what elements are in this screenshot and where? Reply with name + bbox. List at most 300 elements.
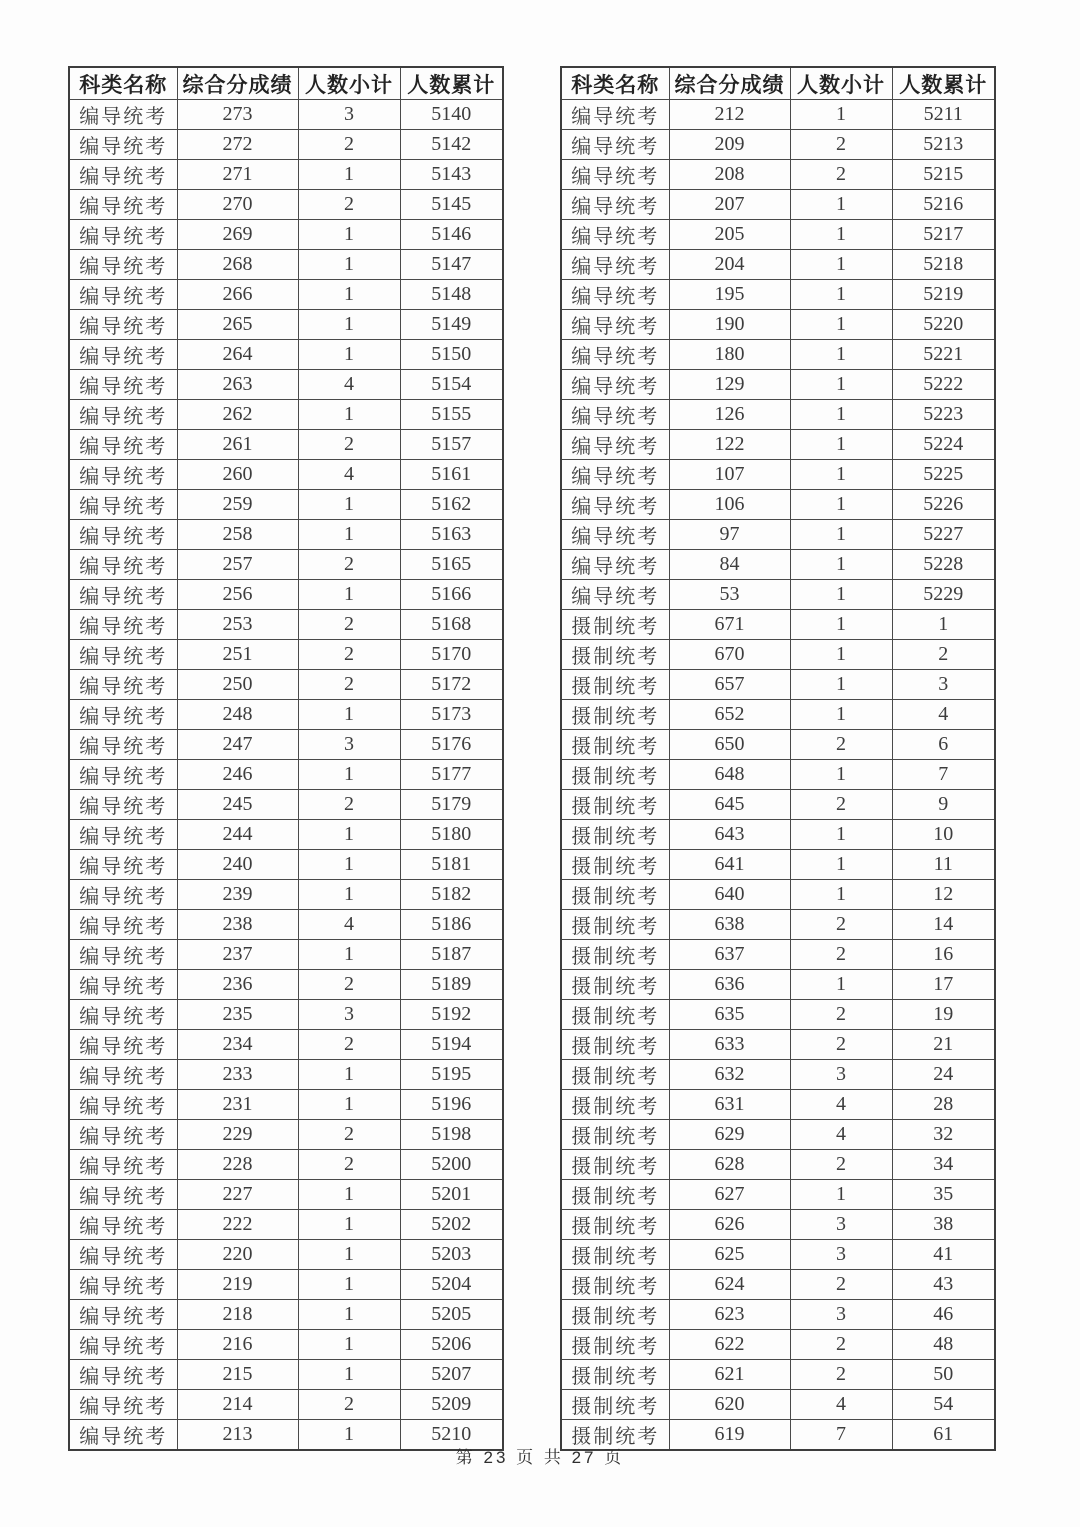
table-row — [69, 430, 503, 460]
score-cell: 262 — [177, 400, 298, 430]
score-cell: 214 — [177, 1390, 298, 1420]
subtotal-cell: 1 — [790, 460, 892, 490]
subtotal-cell: 2 — [298, 130, 400, 160]
subtotal-cell: 1 — [298, 340, 400, 370]
category-cell: 摄制统考 — [561, 1120, 669, 1150]
subtotal-cell: 4 — [790, 1390, 892, 1420]
score-cell: 271 — [177, 160, 298, 190]
score-cell: 107 — [669, 460, 790, 490]
cumulative-cell: 5228 — [892, 550, 995, 580]
column-header: 人数累计 — [400, 67, 503, 100]
cumulative-cell: 48 — [892, 1330, 995, 1360]
score-cell: 250 — [177, 670, 298, 700]
score-cell: 257 — [177, 550, 298, 580]
cumulative-cell: 5216 — [892, 190, 995, 220]
table-row — [69, 100, 503, 130]
score-cell: 238 — [177, 910, 298, 940]
table-row — [561, 490, 995, 520]
subtotal-cell: 1 — [298, 250, 400, 280]
subtotal-cell: 4 — [298, 910, 400, 940]
cumulative-cell: 5149 — [400, 310, 503, 340]
cumulative-cell: 17 — [892, 970, 995, 1000]
table-row — [69, 1180, 503, 1210]
category-cell: 编导统考 — [561, 160, 669, 190]
category-cell: 摄制统考 — [561, 820, 669, 850]
cumulative-cell: 6 — [892, 730, 995, 760]
subtotal-cell: 3 — [790, 1210, 892, 1240]
column-header: 人数累计 — [892, 67, 995, 100]
category-cell: 编导统考 — [561, 250, 669, 280]
category-cell: 编导统考 — [69, 1210, 177, 1240]
score-cell: 269 — [177, 220, 298, 250]
score-cell: 671 — [669, 610, 790, 640]
subtotal-cell: 1 — [298, 520, 400, 550]
table-row — [69, 820, 503, 850]
table-row — [69, 940, 503, 970]
category-cell: 编导统考 — [69, 760, 177, 790]
cumulative-cell: 5205 — [400, 1300, 503, 1330]
table-row — [561, 1090, 995, 1120]
subtotal-cell: 1 — [790, 970, 892, 1000]
category-cell: 编导统考 — [69, 790, 177, 820]
cumulative-cell: 46 — [892, 1300, 995, 1330]
subtotal-cell: 3 — [790, 1060, 892, 1090]
cumulative-cell: 38 — [892, 1210, 995, 1240]
table-row — [69, 1390, 503, 1420]
table-row — [69, 1300, 503, 1330]
subtotal-cell: 1 — [298, 490, 400, 520]
category-cell: 编导统考 — [69, 250, 177, 280]
score-cell: 234 — [177, 1030, 298, 1060]
table-row — [561, 610, 995, 640]
subtotal-cell: 1 — [790, 610, 892, 640]
category-cell: 编导统考 — [561, 490, 669, 520]
table-row — [69, 760, 503, 790]
score-cell: 190 — [669, 310, 790, 340]
cumulative-cell: 5172 — [400, 670, 503, 700]
score-cell: 256 — [177, 580, 298, 610]
table-row — [561, 1330, 995, 1360]
category-cell: 编导统考 — [69, 160, 177, 190]
table-row — [561, 1270, 995, 1300]
cumulative-cell: 5227 — [892, 520, 995, 550]
subtotal-cell: 4 — [790, 1120, 892, 1150]
subtotal-cell: 3 — [298, 730, 400, 760]
score-cell: 620 — [669, 1390, 790, 1420]
score-cell: 263 — [177, 370, 298, 400]
cumulative-cell: 5150 — [400, 340, 503, 370]
category-cell: 摄制统考 — [561, 730, 669, 760]
subtotal-cell: 1 — [298, 850, 400, 880]
score-cell: 652 — [669, 700, 790, 730]
cumulative-cell: 5142 — [400, 130, 503, 160]
cumulative-cell: 5220 — [892, 310, 995, 340]
cumulative-cell: 5165 — [400, 550, 503, 580]
subtotal-cell: 1 — [298, 1090, 400, 1120]
score-cell: 216 — [177, 1330, 298, 1360]
cumulative-cell: 5200 — [400, 1150, 503, 1180]
subtotal-cell: 3 — [298, 100, 400, 130]
column-header: 综合分成绩 — [177, 67, 298, 100]
score-cell: 628 — [669, 1150, 790, 1180]
cumulative-cell: 28 — [892, 1090, 995, 1120]
score-cell: 97 — [669, 520, 790, 550]
cumulative-cell: 35 — [892, 1180, 995, 1210]
category-cell: 编导统考 — [69, 880, 177, 910]
table-row — [561, 190, 995, 220]
category-cell: 摄制统考 — [561, 910, 669, 940]
category-cell: 编导统考 — [561, 370, 669, 400]
score-cell: 640 — [669, 880, 790, 910]
subtotal-cell: 4 — [298, 370, 400, 400]
category-cell: 摄制统考 — [561, 790, 669, 820]
score-cell: 635 — [669, 1000, 790, 1030]
subtotal-cell: 1 — [298, 220, 400, 250]
score-cell: 261 — [177, 430, 298, 460]
category-cell: 编导统考 — [69, 1060, 177, 1090]
category-cell: 编导统考 — [69, 1300, 177, 1330]
score-cell: 650 — [669, 730, 790, 760]
cumulative-cell: 32 — [892, 1120, 995, 1150]
score-cell: 233 — [177, 1060, 298, 1090]
cumulative-cell: 19 — [892, 1000, 995, 1030]
subtotal-cell: 1 — [298, 400, 400, 430]
table-row — [561, 1300, 995, 1330]
cumulative-cell: 5166 — [400, 580, 503, 610]
score-cell: 246 — [177, 760, 298, 790]
table-row — [561, 1000, 995, 1030]
score-cell: 228 — [177, 1150, 298, 1180]
subtotal-cell: 1 — [298, 1330, 400, 1360]
subtotal-cell: 3 — [790, 1300, 892, 1330]
category-cell: 编导统考 — [561, 430, 669, 460]
table-row — [561, 100, 995, 130]
category-cell: 编导统考 — [69, 310, 177, 340]
table-row — [69, 400, 503, 430]
table-row — [69, 1090, 503, 1120]
cumulative-cell: 5145 — [400, 190, 503, 220]
table-row — [561, 160, 995, 190]
category-cell: 摄制统考 — [561, 1090, 669, 1120]
score-cell: 641 — [669, 850, 790, 880]
cumulative-cell: 5163 — [400, 520, 503, 550]
subtotal-cell: 1 — [298, 280, 400, 310]
category-cell: 编导统考 — [69, 490, 177, 520]
subtotal-cell: 1 — [790, 490, 892, 520]
cumulative-cell: 5223 — [892, 400, 995, 430]
column-header: 人数小计 — [790, 67, 892, 100]
category-cell: 编导统考 — [561, 340, 669, 370]
cumulative-cell: 5195 — [400, 1060, 503, 1090]
score-cell: 222 — [177, 1210, 298, 1240]
cumulative-cell: 5170 — [400, 640, 503, 670]
category-cell: 摄制统考 — [561, 1210, 669, 1240]
table-row — [561, 1360, 995, 1390]
table-row — [69, 460, 503, 490]
category-cell: 编导统考 — [561, 310, 669, 340]
table-row — [69, 1240, 503, 1270]
score-cell: 236 — [177, 970, 298, 1000]
subtotal-cell: 4 — [298, 460, 400, 490]
subtotal-cell: 2 — [298, 610, 400, 640]
category-cell: 摄制统考 — [561, 1390, 669, 1420]
category-cell: 编导统考 — [69, 280, 177, 310]
category-cell: 编导统考 — [69, 670, 177, 700]
cumulative-cell: 5217 — [892, 220, 995, 250]
table-row — [69, 490, 503, 520]
subtotal-cell: 1 — [790, 580, 892, 610]
score-cell: 207 — [669, 190, 790, 220]
score-cell: 209 — [669, 130, 790, 160]
subtotal-cell: 1 — [790, 100, 892, 130]
score-cell: 253 — [177, 610, 298, 640]
table-row — [561, 370, 995, 400]
cumulative-cell: 12 — [892, 880, 995, 910]
category-cell: 编导统考 — [69, 520, 177, 550]
category-cell: 编导统考 — [69, 1000, 177, 1030]
table-row — [69, 730, 503, 760]
cumulative-cell: 1 — [892, 610, 995, 640]
cumulative-cell: 5201 — [400, 1180, 503, 1210]
subtotal-cell: 3 — [790, 1240, 892, 1270]
cumulative-cell: 5146 — [400, 220, 503, 250]
cumulative-cell: 5154 — [400, 370, 503, 400]
cumulative-cell: 5180 — [400, 820, 503, 850]
subtotal-cell: 2 — [790, 910, 892, 940]
category-cell: 摄制统考 — [561, 1420, 669, 1451]
table-row — [69, 580, 503, 610]
score-cell: 53 — [669, 580, 790, 610]
table-row — [561, 460, 995, 490]
cumulative-cell: 5203 — [400, 1240, 503, 1270]
score-cell: 235 — [177, 1000, 298, 1030]
score-cell: 638 — [669, 910, 790, 940]
subtotal-cell: 2 — [790, 1030, 892, 1060]
category-cell: 摄制统考 — [561, 700, 669, 730]
subtotal-cell: 2 — [790, 1330, 892, 1360]
score-cell: 245 — [177, 790, 298, 820]
cumulative-cell: 5198 — [400, 1120, 503, 1150]
category-cell: 编导统考 — [69, 1240, 177, 1270]
subtotal-cell: 2 — [790, 1150, 892, 1180]
table-row — [561, 640, 995, 670]
subtotal-cell: 1 — [790, 340, 892, 370]
subtotal-cell: 2 — [298, 430, 400, 460]
category-cell: 编导统考 — [69, 730, 177, 760]
category-cell: 编导统考 — [561, 520, 669, 550]
score-cell: 270 — [177, 190, 298, 220]
cumulative-cell: 50 — [892, 1360, 995, 1390]
table-row — [69, 520, 503, 550]
category-cell: 编导统考 — [69, 1090, 177, 1120]
subtotal-cell: 1 — [790, 370, 892, 400]
table-row — [561, 400, 995, 430]
cumulative-cell: 5210 — [400, 1420, 503, 1451]
score-cell: 213 — [177, 1420, 298, 1451]
category-cell: 编导统考 — [69, 1270, 177, 1300]
subtotal-cell: 1 — [298, 1210, 400, 1240]
score-cell: 623 — [669, 1300, 790, 1330]
score-cell: 260 — [177, 460, 298, 490]
category-cell: 编导统考 — [69, 1390, 177, 1420]
subtotal-cell: 1 — [298, 1240, 400, 1270]
subtotal-cell: 1 — [790, 700, 892, 730]
score-cell: 619 — [669, 1420, 790, 1451]
cumulative-cell: 5147 — [400, 250, 503, 280]
score-table-left — [68, 66, 504, 1451]
score-cell: 84 — [669, 550, 790, 580]
table-row — [69, 1000, 503, 1030]
subtotal-cell: 2 — [790, 160, 892, 190]
subtotal-cell: 1 — [790, 280, 892, 310]
cumulative-cell: 5189 — [400, 970, 503, 1000]
category-cell: 摄制统考 — [561, 880, 669, 910]
category-cell: 编导统考 — [69, 970, 177, 1000]
table-row — [561, 1180, 995, 1210]
table-row — [69, 160, 503, 190]
table-row — [69, 700, 503, 730]
score-cell: 237 — [177, 940, 298, 970]
cumulative-cell: 5194 — [400, 1030, 503, 1060]
subtotal-cell: 1 — [298, 880, 400, 910]
score-cell: 273 — [177, 100, 298, 130]
cumulative-cell: 5162 — [400, 490, 503, 520]
table-row — [561, 550, 995, 580]
table-row — [561, 790, 995, 820]
table-row — [69, 1330, 503, 1360]
score-cell: 219 — [177, 1270, 298, 1300]
subtotal-cell: 1 — [298, 820, 400, 850]
score-cell: 264 — [177, 340, 298, 370]
table-row — [69, 1150, 503, 1180]
score-cell: 265 — [177, 310, 298, 340]
cumulative-cell: 5207 — [400, 1360, 503, 1390]
subtotal-cell: 7 — [790, 1420, 892, 1451]
subtotal-cell: 2 — [790, 1360, 892, 1390]
subtotal-cell: 1 — [298, 760, 400, 790]
score-cell: 220 — [177, 1240, 298, 1270]
subtotal-cell: 1 — [790, 1180, 892, 1210]
table-row — [69, 880, 503, 910]
category-cell: 摄制统考 — [561, 1000, 669, 1030]
category-cell: 编导统考 — [69, 190, 177, 220]
table-row — [69, 910, 503, 940]
score-cell: 251 — [177, 640, 298, 670]
score-cell: 272 — [177, 130, 298, 160]
category-cell: 编导统考 — [561, 100, 669, 130]
score-cell: 239 — [177, 880, 298, 910]
table-row — [69, 850, 503, 880]
subtotal-cell: 2 — [298, 970, 400, 1000]
table-row — [69, 970, 503, 1000]
subtotal-cell: 2 — [298, 640, 400, 670]
cumulative-cell: 5176 — [400, 730, 503, 760]
subtotal-cell: 2 — [790, 1000, 892, 1030]
table-row — [561, 340, 995, 370]
category-cell: 编导统考 — [69, 550, 177, 580]
subtotal-cell: 2 — [298, 1390, 400, 1420]
cumulative-cell: 5143 — [400, 160, 503, 190]
score-cell: 180 — [669, 340, 790, 370]
subtotal-cell: 1 — [790, 820, 892, 850]
cumulative-cell: 5179 — [400, 790, 503, 820]
score-cell: 657 — [669, 670, 790, 700]
category-cell: 编导统考 — [561, 400, 669, 430]
category-cell: 编导统考 — [69, 610, 177, 640]
cumulative-cell: 5168 — [400, 610, 503, 640]
subtotal-cell: 1 — [790, 310, 892, 340]
table-row — [561, 910, 995, 940]
subtotal-cell: 1 — [790, 760, 892, 790]
table-row — [69, 610, 503, 640]
table-row — [69, 550, 503, 580]
header-row — [69, 67, 503, 100]
table-row — [561, 880, 995, 910]
table-row — [69, 670, 503, 700]
cumulative-cell: 5229 — [892, 580, 995, 610]
subtotal-cell: 1 — [790, 250, 892, 280]
subtotal-cell: 1 — [298, 940, 400, 970]
cumulative-cell: 5192 — [400, 1000, 503, 1030]
cumulative-cell: 5215 — [892, 160, 995, 190]
category-cell: 编导统考 — [561, 550, 669, 580]
cumulative-cell: 5209 — [400, 1390, 503, 1420]
cumulative-cell: 5204 — [400, 1270, 503, 1300]
subtotal-cell: 2 — [790, 940, 892, 970]
subtotal-cell: 1 — [298, 160, 400, 190]
table-row — [561, 970, 995, 1000]
category-cell: 摄制统考 — [561, 1240, 669, 1270]
subtotal-cell: 1 — [298, 1180, 400, 1210]
score-cell: 268 — [177, 250, 298, 280]
table-row — [69, 250, 503, 280]
subtotal-cell: 1 — [790, 430, 892, 460]
table-row — [561, 940, 995, 970]
table-row — [561, 700, 995, 730]
category-cell: 编导统考 — [561, 130, 669, 160]
category-cell: 编导统考 — [69, 340, 177, 370]
cumulative-cell: 5140 — [400, 100, 503, 130]
category-cell: 摄制统考 — [561, 1270, 669, 1300]
table-row — [69, 280, 503, 310]
cumulative-cell: 5211 — [892, 100, 995, 130]
category-cell: 摄制统考 — [561, 670, 669, 700]
table-row — [561, 1120, 995, 1150]
cumulative-cell: 14 — [892, 910, 995, 940]
table-row — [561, 1150, 995, 1180]
subtotal-cell: 2 — [790, 130, 892, 160]
subtotal-cell: 2 — [790, 730, 892, 760]
table-row — [561, 430, 995, 460]
score-cell: 126 — [669, 400, 790, 430]
cumulative-cell: 61 — [892, 1420, 995, 1451]
cumulative-cell: 34 — [892, 1150, 995, 1180]
cumulative-cell: 43 — [892, 1270, 995, 1300]
score-cell: 631 — [669, 1090, 790, 1120]
table-row — [561, 760, 995, 790]
category-cell: 编导统考 — [561, 280, 669, 310]
category-cell: 编导统考 — [69, 220, 177, 250]
score-cell: 212 — [669, 100, 790, 130]
score-cell: 259 — [177, 490, 298, 520]
score-cell: 204 — [669, 250, 790, 280]
score-cell: 621 — [669, 1360, 790, 1390]
category-cell: 编导统考 — [69, 940, 177, 970]
subtotal-cell: 2 — [790, 1270, 892, 1300]
table-row — [69, 1270, 503, 1300]
score-cell: 215 — [177, 1360, 298, 1390]
subtotal-cell: 2 — [298, 790, 400, 820]
